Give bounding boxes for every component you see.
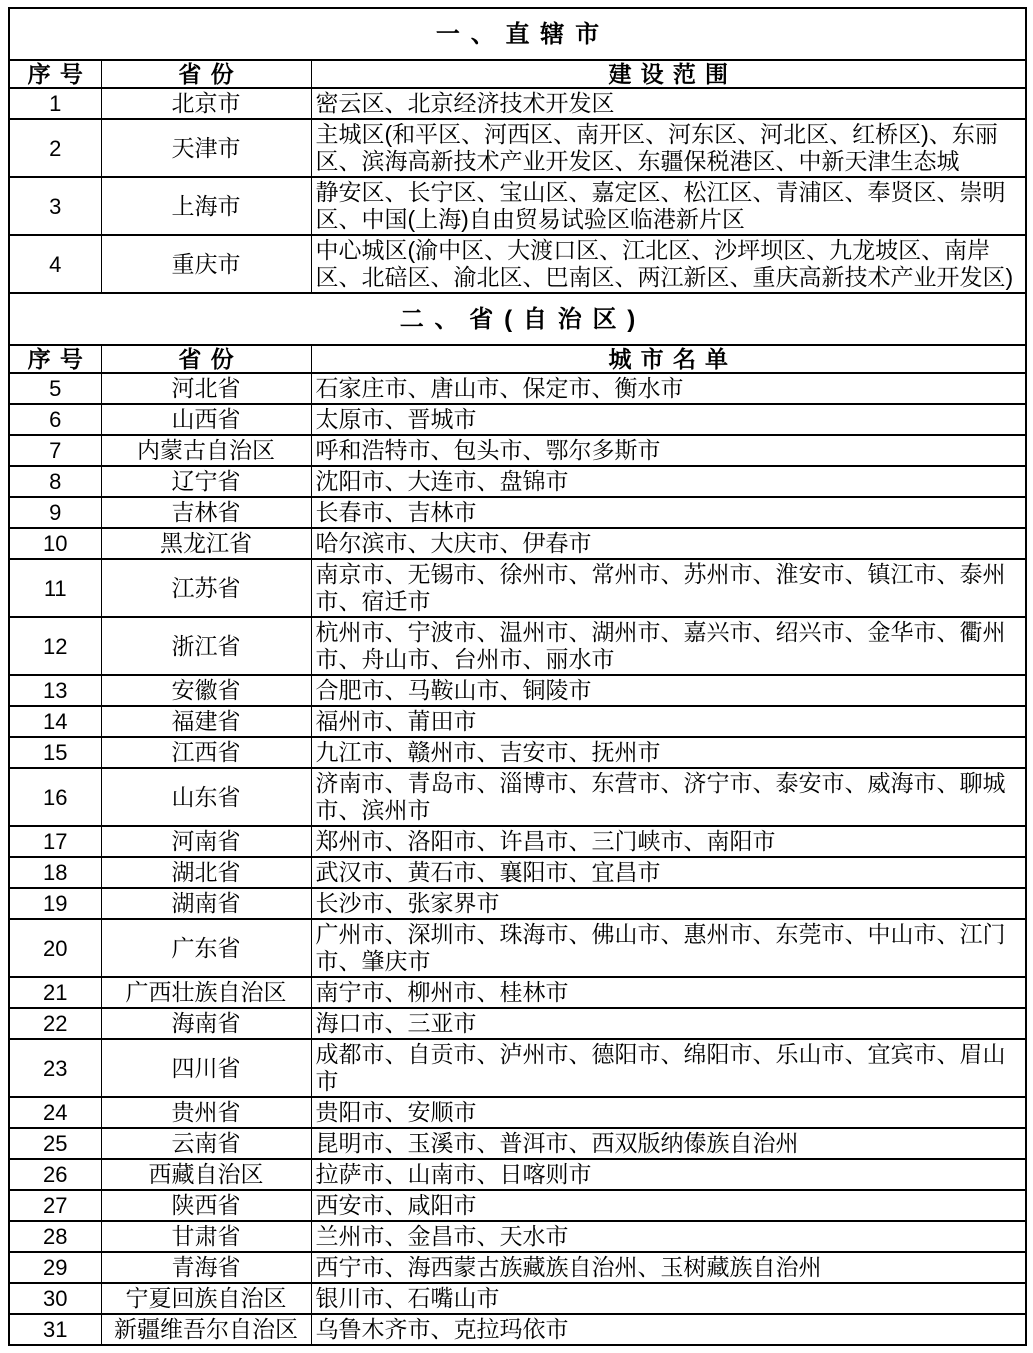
cell-province: 河南省 [101,826,311,857]
cell-cities: 呼和浩特市、包头市、鄂尔多斯市 [311,435,1026,466]
column-header-scope: 建设范围 [311,60,1026,88]
section-title-row [9,8,1026,60]
cell-province: 青海省 [101,1252,311,1283]
cell-index: 30 [9,1283,101,1314]
table-row [9,1283,1026,1314]
cell-index: 9 [9,497,101,528]
cell-index: 7 [9,435,101,466]
cell-province: 内蒙古自治区 [101,435,311,466]
table-row [9,235,1026,293]
cell-cities: 静安区、长宁区、宝山区、嘉定区、松江区、青浦区、奉贤区、崇明区、中国(上海)自由贸易试验区临港新片区 [311,177,1026,235]
cell-province: 吉林省 [101,497,311,528]
cell-index: 6 [9,404,101,435]
cell-index: 20 [9,919,101,977]
cell-cities: 乌鲁木齐市、克拉玛依市 [311,1314,1026,1345]
cell-index: 23 [9,1039,101,1097]
cell-province: 江苏省 [101,559,311,617]
cell-index: 24 [9,1097,101,1128]
cell-index: 1 [9,88,101,119]
column-header-row [9,345,1026,373]
cell-province: 海南省 [101,1008,311,1039]
table-row [9,373,1026,404]
cell-index: 22 [9,1008,101,1039]
cell-province: 贵州省 [101,1097,311,1128]
table-row [9,1008,1026,1039]
table-row [9,617,1026,675]
section-title-row [9,293,1026,345]
cell-index: 4 [9,235,101,293]
cell-province: 四川省 [101,1039,311,1097]
cell-index: 26 [9,1159,101,1190]
cell-province: 广西壮族自治区 [101,977,311,1008]
cell-province: 新疆维吾尔自治区 [101,1314,311,1345]
table-row [9,1314,1026,1345]
table-row [9,435,1026,466]
table-row [9,888,1026,919]
cell-province: 西藏自治区 [101,1159,311,1190]
table-row [9,497,1026,528]
column-header-index: 序号 [9,60,101,88]
cell-cities: 合肥市、马鞍山市、铜陵市 [311,675,1026,706]
table-row [9,675,1026,706]
cell-province: 福建省 [101,706,311,737]
cell-index: 15 [9,737,101,768]
cell-province: 湖北省 [101,857,311,888]
column-header-row [9,60,1026,88]
table-row [9,737,1026,768]
cell-index: 31 [9,1314,101,1345]
cell-province: 陕西省 [101,1190,311,1221]
cell-cities: 太原市、晋城市 [311,404,1026,435]
cell-cities: 中心城区(渝中区、大渡口区、江北区、沙坪坝区、九龙坡区、南岸区、北碚区、渝北区、巴南区、两江新区、重庆高新技术产业开发区) [311,235,1026,293]
cell-index: 12 [9,617,101,675]
table-row [9,1039,1026,1097]
table-row [9,559,1026,617]
table-row [9,1221,1026,1252]
admin-regions-table-body [9,8,1026,1345]
cell-province: 山西省 [101,404,311,435]
column-header-index: 序号 [9,345,101,373]
column-header-scope: 城市名单 [311,345,1026,373]
cell-index: 16 [9,768,101,826]
table-row [9,857,1026,888]
cell-cities: 密云区、北京经济技术开发区 [311,88,1026,119]
cell-cities: 郑州市、洛阳市、许昌市、三门峡市、南阳市 [311,826,1026,857]
cell-province: 江西省 [101,737,311,768]
cell-province: 河北省 [101,373,311,404]
cell-cities: 银川市、石嘴山市 [311,1283,1026,1314]
cell-index: 3 [9,177,101,235]
section-title: 二、省(自治区) [9,293,1026,345]
cell-index: 11 [9,559,101,617]
section-title: 一、直辖市 [9,8,1026,60]
cell-index: 13 [9,675,101,706]
table-row [9,1159,1026,1190]
cell-cities: 长春市、吉林市 [311,497,1026,528]
cell-cities: 哈尔滨市、大庆市、伊春市 [311,528,1026,559]
cell-cities: 海口市、三亚市 [311,1008,1026,1039]
cell-cities: 兰州市、金昌市、天水市 [311,1221,1026,1252]
column-header-province: 省份 [101,345,311,373]
table-row [9,1128,1026,1159]
cell-cities: 福州市、莆田市 [311,706,1026,737]
cell-cities: 九江市、赣州市、吉安市、抚州市 [311,737,1026,768]
cell-index: 18 [9,857,101,888]
table-row [9,768,1026,826]
cell-province: 湖南省 [101,888,311,919]
cell-cities: 长沙市、张家界市 [311,888,1026,919]
cell-province: 山东省 [101,768,311,826]
cell-index: 19 [9,888,101,919]
cell-province: 天津市 [101,119,311,177]
table-row [9,919,1026,977]
cell-cities: 南京市、无锡市、徐州市、常州市、苏州市、淮安市、镇江市、泰州市、宿迁市 [311,559,1026,617]
cell-province: 上海市 [101,177,311,235]
cell-province: 浙江省 [101,617,311,675]
table-row [9,88,1026,119]
cell-index: 21 [9,977,101,1008]
column-header-province: 省份 [101,60,311,88]
table-row [9,528,1026,559]
cell-cities: 西宁市、海西蒙古族藏族自治州、玉树藏族自治州 [311,1252,1026,1283]
cell-province: 甘肃省 [101,1221,311,1252]
cell-index: 17 [9,826,101,857]
cell-cities: 石家庄市、唐山市、保定市、衡水市 [311,373,1026,404]
cell-index: 2 [9,119,101,177]
cell-index: 10 [9,528,101,559]
table-row [9,177,1026,235]
cell-cities: 济南市、青岛市、淄博市、东营市、济宁市、泰安市、威海市、聊城市、滨州市 [311,768,1026,826]
cell-cities: 武汉市、黄石市、襄阳市、宜昌市 [311,857,1026,888]
cell-cities: 成都市、自贡市、泸州市、德阳市、绵阳市、乐山市、宜宾市、眉山市 [311,1039,1026,1097]
cell-cities: 贵阳市、安顺市 [311,1097,1026,1128]
table-row [9,1190,1026,1221]
table-row [9,1252,1026,1283]
cell-province: 重庆市 [101,235,311,293]
cell-index: 29 [9,1252,101,1283]
admin-regions-table [8,7,1027,1346]
cell-index: 28 [9,1221,101,1252]
table-row [9,977,1026,1008]
table-row [9,706,1026,737]
cell-province: 宁夏回族自治区 [101,1283,311,1314]
table-row [9,466,1026,497]
cell-cities: 拉萨市、山南市、日喀则市 [311,1159,1026,1190]
cell-index: 14 [9,706,101,737]
cell-province: 北京市 [101,88,311,119]
cell-province: 广东省 [101,919,311,977]
cell-province: 黑龙江省 [101,528,311,559]
cell-cities: 主城区(和平区、河西区、南开区、河东区、河北区、红桥区)、东丽区、滨海高新技术产业开发区、东疆保税港区、中新天津生态城 [311,119,1026,177]
cell-cities: 杭州市、宁波市、温州市、湖州市、嘉兴市、绍兴市、金华市、衢州市、舟山市、台州市、丽水市 [311,617,1026,675]
cell-cities: 昆明市、玉溪市、普洱市、西双版纳傣族自治州 [311,1128,1026,1159]
cell-index: 8 [9,466,101,497]
table-row [9,826,1026,857]
cell-province: 云南省 [101,1128,311,1159]
table-row [9,404,1026,435]
cell-cities: 沈阳市、大连市、盘锦市 [311,466,1026,497]
cell-index: 25 [9,1128,101,1159]
cell-index: 27 [9,1190,101,1221]
cell-cities: 西安市、咸阳市 [311,1190,1026,1221]
cell-cities: 广州市、深圳市、珠海市、佛山市、惠州市、东莞市、中山市、江门市、肇庆市 [311,919,1026,977]
cell-cities: 南宁市、柳州市、桂林市 [311,977,1026,1008]
table-row [9,119,1026,177]
cell-index: 5 [9,373,101,404]
cell-province: 辽宁省 [101,466,311,497]
table-row [9,1097,1026,1128]
cell-province: 安徽省 [101,675,311,706]
